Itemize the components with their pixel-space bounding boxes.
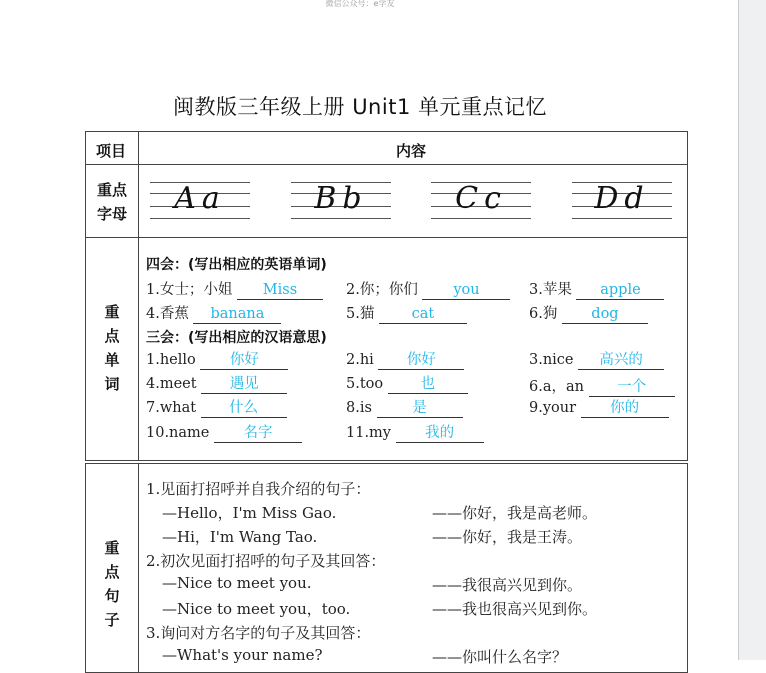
sentence-zh: ——你叫什么名字？ <box>432 648 568 666</box>
word-item: 1.女士；小姐 Miss <box>146 278 323 300</box>
row-divider <box>86 237 687 238</box>
sentence-en: —Nice to meet you，too. <box>162 600 351 618</box>
answer-blank: 我的 <box>396 424 484 443</box>
answer-blank: 你的 <box>581 399 669 418</box>
sentence-en: —Hello，I'm Miss Gao. <box>162 504 337 522</box>
column-header-content: 内容 <box>396 142 427 160</box>
sentence-zh: ——你好，我是王涛。 <box>432 528 583 546</box>
row-label-line: 重点 <box>96 181 127 199</box>
answer-blank: 名字 <box>214 424 302 443</box>
row-label-char: 词 <box>104 375 120 393</box>
row-label-char: 重 <box>104 539 120 557</box>
letter-pair: Cc <box>455 181 507 216</box>
word-item: 6.a，an 一个 <box>529 375 675 397</box>
sentence-en: —Nice to meet you. <box>162 574 312 592</box>
word-item: 9.your 你的 <box>529 399 669 418</box>
letter-writing-lines <box>291 182 391 220</box>
row-label-line: 字母 <box>96 205 127 223</box>
row-label-char: 子 <box>104 611 120 629</box>
answer-blank: banana <box>193 305 281 324</box>
three-skill-heading: 三会：(写出相应的汉语意思) <box>146 330 327 346</box>
row-label-sentences <box>86 536 138 632</box>
answer-blank: Miss <box>237 281 323 300</box>
row-label-words <box>86 300 138 396</box>
word-item: 5.too 也 <box>346 375 468 394</box>
key-sentences-table <box>85 463 688 673</box>
key-points-table <box>85 131 688 461</box>
word-item: 8.is 是 <box>346 399 463 418</box>
row-label-char: 单 <box>104 351 120 369</box>
word-item: 4.香蕉 banana <box>146 302 281 324</box>
answer-blank: 高兴的 <box>578 351 664 370</box>
page-edge <box>738 0 739 660</box>
sentence-zh: ——我也很高兴见到你。 <box>432 600 598 618</box>
sentence-heading: 3.询问对方名字的句子及其回答： <box>146 624 371 642</box>
row-label-char: 句 <box>104 587 120 605</box>
answer-blank: 什么 <box>201 399 287 418</box>
word-item: 10.name 名字 <box>146 424 302 443</box>
row-label-char: 点 <box>104 563 120 581</box>
sentence-zh: ——你好，我是高老师。 <box>432 504 598 522</box>
word-item: 5.猫 cat <box>346 302 467 324</box>
letter-pair: Dd <box>594 181 650 216</box>
word-item: 4.meet 遇见 <box>146 375 287 394</box>
sentence-heading: 2.初次见面打招呼的句子及其回答： <box>146 552 386 570</box>
column-divider <box>138 464 139 672</box>
answer-blank: 一个 <box>589 378 675 397</box>
word-item: 6.狗 dog <box>529 302 648 324</box>
answer-blank: you <box>422 281 510 300</box>
answer-blank: 遇见 <box>201 375 287 394</box>
letter-pair: Aa <box>174 181 226 216</box>
answer-blank: 你好 <box>200 351 288 370</box>
viewer-right-margin <box>738 0 766 660</box>
row-label-char: 点 <box>104 327 120 345</box>
page-title: 闽教版三年级上册 Unit1 单元重点记忆 <box>173 95 547 119</box>
answer-blank: 是 <box>377 399 463 418</box>
word-item: 11.my 我的 <box>346 424 484 443</box>
word-item: 3.nice 高兴的 <box>529 351 664 370</box>
letter-pair: Bb <box>314 181 368 216</box>
answer-blank: cat <box>379 305 467 324</box>
answer-blank: 也 <box>388 375 468 394</box>
sentence-heading: 1.见面打招呼并自我介绍的句子： <box>146 480 371 498</box>
word-item: 1.hello 你好 <box>146 351 288 370</box>
header-note: 微信公众号：e学友 <box>325 0 395 8</box>
answer-blank: 你好 <box>378 351 464 370</box>
letter-writing-lines <box>150 182 250 220</box>
row-label-char: 重 <box>104 303 120 321</box>
row-label-letters <box>86 178 138 226</box>
letter-writing-lines <box>572 182 672 220</box>
word-item: 2.hi 你好 <box>346 351 464 370</box>
row-divider <box>86 164 687 165</box>
word-item: 3.苹果 apple <box>529 278 664 300</box>
column-header-item: 项目 <box>96 142 127 160</box>
sentence-en: —What's your name? <box>162 646 323 664</box>
word-item: 7.what 什么 <box>146 399 287 418</box>
word-item: 2.你；你们 you <box>346 278 510 300</box>
sentence-en: —Hi，I'm Wang Tao. <box>162 528 318 546</box>
four-skill-heading: 四会：(写出相应的英语单词) <box>146 257 327 273</box>
answer-blank: apple <box>576 281 664 300</box>
sentence-zh: ——我很高兴见到你。 <box>432 576 583 594</box>
answer-blank: dog <box>562 305 648 324</box>
letter-writing-lines <box>431 182 531 220</box>
column-divider <box>138 132 139 460</box>
